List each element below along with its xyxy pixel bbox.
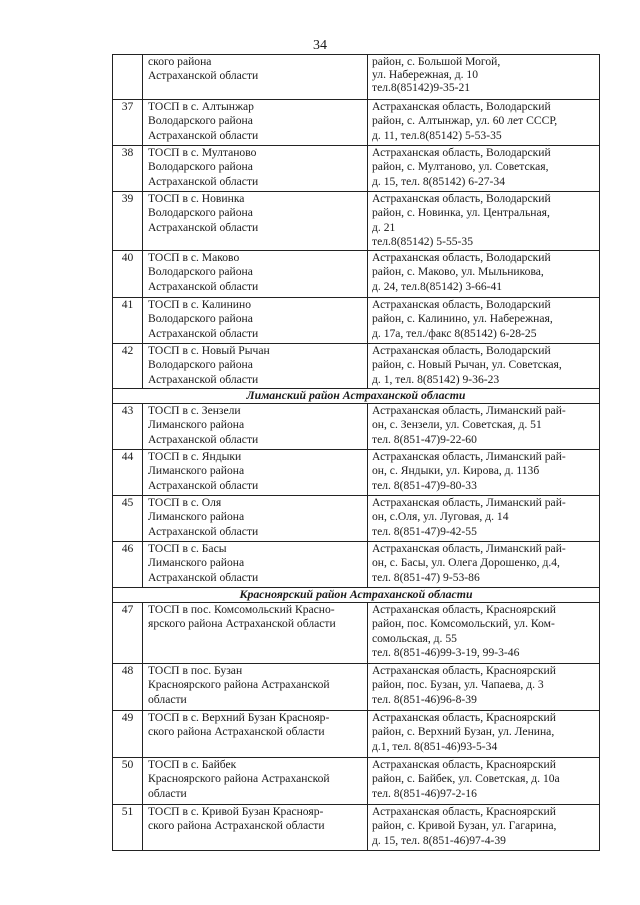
address-line: тел. 8(851-46)97-2-16 (372, 786, 477, 800)
table-row (113, 298, 600, 344)
name-line: Астраханской области (148, 570, 259, 584)
name-line: ского района (148, 55, 212, 68)
name-line: Астраханской области (148, 524, 259, 538)
name-line: ярского района Астраханской области (148, 617, 336, 631)
name-line: Астраханской области (148, 279, 259, 293)
table-row (113, 758, 600, 805)
address-line: д. 17а, тел./факс 8(85142) 6-28-25 (372, 326, 537, 340)
address-line: район, с. Алтынжар, ул. 60 лет СССР, (372, 114, 558, 128)
office-name-cell (143, 55, 368, 100)
address-line: он, с. Басы, ул. Олега Дорошенко, д.4, (372, 556, 560, 570)
name-line: ТОСП в пос. Комсомольский Красно- (148, 603, 335, 616)
address-line: Астраханская область, Лиманский рай- (372, 450, 566, 463)
address-line: район, с. Верхний Бузан, ул. Ленина, (372, 725, 555, 739)
address-line: район, с. Большой Могой, (372, 55, 501, 68)
office-address-cell (368, 298, 600, 344)
row-number-cell: 47 (113, 603, 143, 664)
section-title: Красноярский район Астраханской области (113, 588, 600, 603)
address-line: тел. 8(851-46)99-3-19, 99-3-46 (372, 646, 520, 660)
name-line: Астраханской области (148, 478, 259, 492)
office-name-cell (143, 664, 368, 711)
address-line: д. 1, тел. 8(85142) 9-36-23 (372, 372, 500, 386)
row-number-cell: 42 (113, 344, 143, 389)
name-line: ТОСП в с. Мултаново (148, 146, 257, 159)
name-line: ТОСП в с. Маково (148, 251, 240, 264)
table-row (113, 146, 600, 192)
table-row (113, 664, 600, 711)
office-address-cell (368, 805, 600, 851)
name-line: Астраханской области (148, 174, 259, 188)
table-row (113, 805, 600, 851)
section-title: Лиманский район Астраханской области (113, 389, 600, 404)
address-line: район, с. Кривой Бузан, ул. Гагарина, (372, 819, 557, 833)
address-line: Астраханская область, Красноярский (372, 664, 556, 677)
name-line: ТОСП в с. Зензели (148, 404, 241, 417)
offices-table-body (113, 55, 600, 851)
row-number-cell: 44 (113, 450, 143, 496)
table-row (113, 344, 600, 389)
address-line: он, с. Яндыки, ул. Кирова, д. 113б (372, 464, 540, 478)
name-line: Астраханской области (148, 128, 259, 142)
table-row-continuation (113, 55, 600, 100)
address-line: район, с. Мултаново, ул. Советская, (372, 160, 549, 174)
name-line: ТОСП в с. Оля (148, 496, 222, 509)
address-line: район, с. Маково, ул. Мыльникова, (372, 265, 544, 279)
address-line: Астраханская область, Володарский (372, 298, 551, 311)
address-line: тел.8(85142)9-35-21 (372, 81, 471, 95)
office-address-cell (368, 146, 600, 192)
address-line: тел. 8(851-47)9-42-55 (372, 524, 477, 538)
name-line: Астраханской области (148, 69, 259, 83)
address-line: Астраханская область, Лиманский рай- (372, 542, 566, 555)
office-name-cell (143, 404, 368, 450)
row-number-cell: 45 (113, 496, 143, 542)
address-line: район, пос. Бузан, ул. Чапаева, д. 3 (372, 678, 544, 692)
office-address-cell (368, 664, 600, 711)
section-header-limansky (113, 389, 600, 404)
address-line: Астраханская область, Красноярский (372, 758, 556, 771)
address-line: Астраханская область, Володарский (372, 251, 551, 264)
table-row (113, 450, 600, 496)
name-line: Астраханской области (148, 220, 259, 234)
table-row (113, 251, 600, 298)
table-row (113, 496, 600, 542)
name-line: Красноярского района Астраханской (148, 678, 330, 692)
name-line: Володарского района (148, 114, 253, 128)
name-line: Лиманского района (148, 556, 245, 570)
address-line: Астраханская область, Володарский (372, 344, 551, 357)
office-name-cell (143, 711, 368, 758)
row-number-cell: 46 (113, 542, 143, 588)
name-line: ТОСП в с. Алтынжар (148, 100, 254, 113)
office-address-cell (368, 758, 600, 805)
offices-table (112, 54, 600, 851)
row-number-cell: 37 (113, 100, 143, 146)
name-line: ского района Астраханской области (148, 725, 325, 739)
address-line: Астраханская область, Лиманский рай- (372, 496, 566, 509)
name-line: ТОСП в с. Байбек (148, 758, 237, 771)
name-line: Лиманского района (148, 464, 245, 478)
table-row (113, 603, 600, 664)
office-name-cell (143, 450, 368, 496)
office-address-cell (368, 450, 600, 496)
address-line: Астраханская область, Лиманский рай- (372, 404, 566, 417)
office-name-cell (143, 542, 368, 588)
name-line: Красноярского района Астраханской (148, 772, 330, 786)
office-name-cell (143, 251, 368, 298)
office-name-cell (143, 496, 368, 542)
name-line: ТОСП в с. Басы (148, 542, 227, 555)
table-row (113, 192, 600, 251)
address-line: Астраханская область, Красноярский (372, 805, 556, 818)
name-line: области (148, 692, 187, 706)
address-line: д. 15, тел. 8(851-46)97-4-39 (372, 833, 506, 847)
office-address-cell (368, 251, 600, 298)
name-line: Володарского района (148, 265, 253, 279)
row-number-cell: 49 (113, 711, 143, 758)
name-line: Володарского района (148, 358, 253, 372)
address-line: район, с. Новинка, ул. Центральная, (372, 206, 550, 220)
table-row (113, 711, 600, 758)
address-line: Астраханская область, Володарский (372, 192, 551, 205)
name-line: Лиманского района (148, 418, 245, 432)
office-name-cell (143, 805, 368, 851)
address-line: он, с. Зензели, ул. Советская, д. 51 (372, 418, 542, 432)
row-number-cell: 40 (113, 251, 143, 298)
office-address-cell (368, 100, 600, 146)
row-number-cell: 43 (113, 404, 143, 450)
office-address-cell (368, 192, 600, 251)
name-line: ТОСП в с. Кривой Бузан Краснояр- (148, 805, 324, 818)
office-address-cell (368, 55, 600, 100)
office-address-cell (368, 496, 600, 542)
name-line: Лиманского района (148, 510, 245, 524)
office-address-cell (368, 404, 600, 450)
name-line: ТОСП в с. Яндыки (148, 450, 242, 463)
page-number: 34 (313, 38, 327, 53)
address-line: ул. Набережная, д. 10 (372, 68, 479, 82)
address-line: район, с. Новый Рычан, ул. Советская, (372, 358, 562, 372)
address-line: район, с. Байбек, ул. Советская, д. 10а (372, 772, 560, 786)
address-line: Астраханская область, Володарский (372, 146, 551, 159)
office-address-cell (368, 344, 600, 389)
address-line: район, пос. Комсомольский, ул. Ком- (372, 617, 555, 631)
name-line: ТОСП в с. Новинка (148, 192, 245, 205)
address-line: Астраханская область, Красноярский (372, 711, 556, 724)
office-name-cell (143, 146, 368, 192)
office-name-cell (143, 603, 368, 664)
name-line: Володарского района (148, 206, 253, 220)
name-line: ского района Астраханской области (148, 819, 325, 833)
office-name-cell (143, 758, 368, 805)
address-line: сомольская, д. 55 (372, 631, 457, 645)
name-line: Володарского района (148, 312, 253, 326)
address-line: Астраханская область, Красноярский (372, 603, 556, 616)
name-line: ТОСП в с. Верхний Бузан Краснояр- (148, 711, 330, 724)
row-number-cell: 38 (113, 146, 143, 192)
address-line: тел. 8(851-47)9-80-33 (372, 478, 477, 492)
address-line: тел.8(85142) 5-55-35 (372, 235, 474, 249)
address-line: он, с.Оля, ул. Луговая, д. 14 (372, 510, 509, 524)
address-line: д. 15, тел. 8(85142) 6-27-34 (372, 174, 505, 188)
address-line: тел. 8(851-46)96-8-39 (372, 692, 477, 706)
name-line: Володарского района (148, 160, 253, 174)
name-line: Астраханской области (148, 326, 259, 340)
row-number-cell: 50 (113, 758, 143, 805)
address-line: д. 11, тел.8(85142) 5-53-35 (372, 128, 502, 142)
name-line: ТОСП в с. Новый Рычан (148, 344, 270, 357)
office-name-cell (143, 298, 368, 344)
row-number-cell: 48 (113, 664, 143, 711)
office-address-cell (368, 603, 600, 664)
table-row (113, 404, 600, 450)
name-line: ТОСП в пос. Бузан (148, 664, 243, 677)
name-line: Астраханской области (148, 372, 259, 386)
name-line: Астраханской области (148, 432, 259, 446)
office-address-cell (368, 711, 600, 758)
office-address-cell (368, 542, 600, 588)
address-line: тел. 8(851-47)9-22-60 (372, 432, 477, 446)
address-line: район, с. Калинино, ул. Набережная, (372, 312, 553, 326)
address-line: д. 24, тел.8(85142) 3-66-41 (372, 279, 503, 293)
address-line: Астраханская область, Володарский (372, 100, 551, 113)
row-number-cell: 51 (113, 805, 143, 851)
table-row (113, 100, 600, 146)
office-name-cell (143, 344, 368, 389)
name-line: ТОСП в с. Калинино (148, 298, 251, 311)
row-number-cell: 41 (113, 298, 143, 344)
address-line: тел. 8(851-47) 9-53-86 (372, 570, 480, 584)
name-line: области (148, 786, 187, 800)
table-row (113, 542, 600, 588)
section-header-krasnoyarsky (113, 588, 600, 603)
row-number-cell (113, 55, 143, 100)
office-name-cell (143, 192, 368, 251)
address-line: д.1, тел. 8(851-46)93-5-34 (372, 739, 498, 753)
address-line: д. 21 (372, 220, 396, 234)
office-name-cell (143, 100, 368, 146)
row-number-cell: 39 (113, 192, 143, 251)
